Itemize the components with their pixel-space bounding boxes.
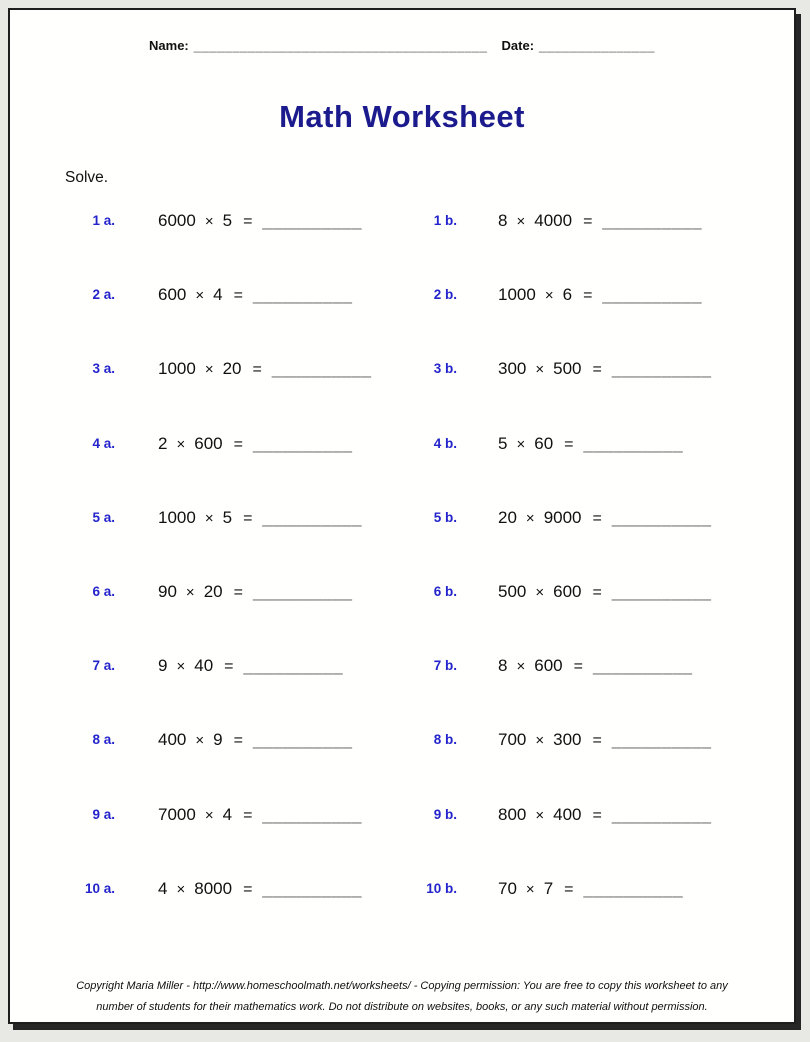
equals-sign: =	[592, 361, 602, 379]
problem-label: 6 b.	[433, 583, 457, 599]
factor1: 300	[498, 359, 527, 379]
problem-label: 9 b.	[433, 806, 457, 822]
factor1: 8	[498, 656, 508, 676]
times-icon: ×	[516, 658, 526, 676]
date-line[interactable]: _______________	[539, 38, 655, 53]
times-icon: ×	[195, 732, 205, 750]
factor1: 800	[498, 804, 527, 824]
problem-expression	[498, 582, 711, 602]
times-icon: ×	[516, 213, 526, 230]
answer-blank[interactable]: __________	[592, 656, 693, 676]
name-line[interactable]: ______________________________________	[193, 38, 488, 53]
factor1: 600	[158, 285, 187, 305]
answer-blank[interactable]: __________	[262, 507, 362, 527]
answer-blank[interactable]: __________	[602, 285, 702, 305]
factor1: 8	[498, 211, 508, 230]
equals-sign: =	[583, 287, 593, 305]
answer-blank[interactable]: __________	[262, 211, 362, 230]
problem-label: 1 a.	[92, 213, 115, 228]
copyright-line-2: number of students for their mathematics work. Do not distribute on websites, books, or any such material without permission.	[96, 1001, 708, 1013]
factor2: 600	[194, 433, 223, 453]
times-icon: ×	[535, 732, 545, 750]
factor2: 5	[222, 507, 233, 527]
factor1: 400	[158, 730, 187, 750]
factor2: 8000	[194, 878, 233, 898]
factor2: 400	[553, 804, 582, 824]
factor2: 4	[222, 804, 233, 824]
answer-blank[interactable]: __________	[611, 730, 712, 750]
problem-row	[10, 285, 794, 359]
factor2: 9000	[543, 507, 582, 527]
times-icon: ×	[204, 361, 214, 379]
problem-label: 2 a.	[92, 287, 115, 303]
problem-expression	[158, 730, 397, 750]
problem-label: 5 a.	[92, 509, 115, 525]
equals-sign: =	[564, 880, 574, 898]
answer-blank[interactable]: __________	[252, 433, 353, 453]
problem-label: 5 b.	[433, 509, 457, 525]
answer-blank[interactable]: __________	[583, 878, 684, 898]
times-icon: ×	[204, 213, 214, 230]
factor1: 2	[158, 433, 168, 453]
answer-blank[interactable]: __________	[611, 359, 712, 379]
date-label: Date:	[501, 38, 535, 53]
times-icon: ×	[195, 287, 205, 305]
times-icon: ×	[204, 509, 214, 527]
problem-expression	[498, 359, 711, 379]
times-icon: ×	[535, 583, 545, 601]
problem-label: 4 b.	[433, 435, 457, 451]
factor2: 600	[534, 656, 563, 676]
factor2: 20	[203, 581, 223, 601]
problem-label: 8 a.	[92, 732, 115, 748]
equals-sign: =	[243, 806, 253, 824]
times-icon: ×	[176, 658, 186, 676]
problem-row	[10, 805, 794, 879]
problem-label: 9 a.	[92, 806, 115, 822]
equals-sign: =	[573, 658, 583, 676]
factor1: 1000	[158, 359, 196, 379]
equals-sign: =	[592, 732, 602, 750]
problem-row	[10, 879, 794, 953]
problem-row	[10, 359, 794, 433]
problem-label: 4 a.	[92, 435, 115, 451]
answer-blank[interactable]: __________	[243, 656, 344, 676]
problem-row	[10, 211, 794, 285]
name-date-header	[10, 38, 794, 53]
equals-sign: =	[233, 435, 243, 453]
problem-expression	[158, 879, 397, 899]
problem-row	[10, 508, 794, 582]
equals-sign: =	[252, 361, 262, 379]
factor1: 500	[498, 581, 527, 601]
problems-list	[10, 211, 794, 953]
factor2: 500	[553, 359, 582, 379]
problem-expression	[158, 359, 397, 379]
problem-expression	[498, 730, 711, 750]
factor2: 20	[222, 359, 242, 379]
equals-sign: =	[243, 213, 253, 230]
copyright-footer	[10, 976, 794, 1018]
factor1: 700	[498, 730, 527, 750]
equals-sign: =	[233, 583, 243, 601]
times-icon: ×	[185, 583, 195, 601]
factor1: 4	[158, 878, 168, 898]
equals-sign: =	[564, 435, 574, 453]
problem-label: 3 b.	[433, 361, 457, 377]
answer-blank[interactable]: __________	[611, 581, 712, 601]
factor1: 70	[498, 878, 517, 898]
factor1: 9	[158, 656, 168, 676]
answer-blank[interactable]: __________	[611, 804, 712, 824]
answer-blank[interactable]: __________	[252, 285, 353, 305]
equals-sign: =	[233, 287, 243, 305]
problem-label: 10 b.	[426, 880, 457, 896]
equals-sign: =	[592, 583, 602, 601]
problem-expression	[498, 211, 702, 231]
problem-expression	[498, 805, 711, 825]
answer-blank[interactable]: __________	[262, 878, 362, 898]
factor2: 5	[222, 211, 233, 230]
answer-blank[interactable]: __________	[262, 804, 362, 824]
equals-sign: =	[224, 658, 234, 676]
problem-row	[10, 582, 794, 656]
times-icon: ×	[516, 435, 526, 453]
factor1: 5	[498, 433, 508, 453]
equals-sign: =	[243, 880, 253, 898]
answer-blank[interactable]: __________	[602, 211, 702, 230]
factor2: 600	[553, 581, 582, 601]
problem-label: 10 a.	[84, 880, 115, 896]
problem-expression	[498, 656, 693, 676]
times-icon: ×	[525, 509, 535, 527]
factor2: 9	[213, 730, 223, 750]
answer-blank[interactable]: __________	[271, 359, 372, 379]
factor2: 6	[562, 285, 573, 305]
answer-blank[interactable]: __________	[252, 581, 353, 601]
factor1: 1000	[498, 285, 536, 305]
problem-expression	[498, 285, 702, 305]
problem-expression	[498, 508, 711, 528]
problem-expression	[158, 508, 397, 528]
times-icon: ×	[525, 880, 535, 898]
factor1: 1000	[158, 507, 196, 527]
problem-label: 2 b.	[433, 287, 457, 303]
times-icon: ×	[176, 435, 186, 453]
name-label: Name:	[149, 38, 189, 53]
problem-label: 1 b.	[433, 213, 457, 228]
factor2: 300	[553, 730, 582, 750]
factor2: 60	[534, 433, 554, 453]
factor2: 40	[194, 656, 214, 676]
times-icon: ×	[204, 806, 214, 824]
times-icon: ×	[176, 880, 186, 898]
problem-expression	[158, 285, 397, 305]
problem-label: 3 a.	[92, 361, 115, 377]
problem-expression	[158, 211, 397, 231]
problem-row	[10, 656, 794, 730]
copyright-line-1: Copyright Maria Miller - http://www.homeschoolmath.net/worksheets/ - Copying permission: You are free to copy this worksheet to any	[76, 980, 728, 992]
equals-sign: =	[243, 509, 253, 527]
equals-sign: =	[592, 509, 602, 527]
factor2: 4000	[534, 211, 573, 230]
factor2: 7	[543, 878, 554, 898]
factor1: 20	[498, 507, 517, 527]
factor2: 4	[213, 285, 223, 305]
problem-expression	[498, 434, 683, 454]
page-title: Math Worksheet	[279, 99, 525, 134]
problem-label: 8 b.	[433, 732, 457, 748]
equals-sign: =	[592, 806, 602, 824]
problem-expression	[498, 879, 683, 899]
factor1: 90	[158, 581, 177, 601]
problem-row	[10, 730, 794, 804]
times-icon: ×	[544, 287, 554, 305]
problem-label: 6 a.	[92, 583, 115, 599]
problem-row	[10, 434, 794, 508]
equals-sign: =	[233, 732, 243, 750]
instruction-text: Solve.	[65, 169, 109, 186]
equals-sign: =	[583, 213, 593, 230]
problem-label: 7 b.	[433, 658, 457, 674]
problem-expression	[158, 434, 397, 454]
problem-expression	[158, 656, 397, 676]
problem-expression	[158, 805, 397, 825]
answer-blank[interactable]: __________	[583, 433, 684, 453]
problem-label: 7 a.	[92, 658, 115, 674]
factor1: 7000	[158, 804, 196, 824]
times-icon: ×	[535, 806, 545, 824]
answer-blank[interactable]: __________	[252, 730, 353, 750]
times-icon: ×	[535, 361, 545, 379]
worksheet-page	[8, 8, 796, 1024]
problem-expression	[158, 582, 397, 602]
answer-blank[interactable]: __________	[611, 507, 712, 527]
factor1: 6000	[158, 211, 196, 230]
